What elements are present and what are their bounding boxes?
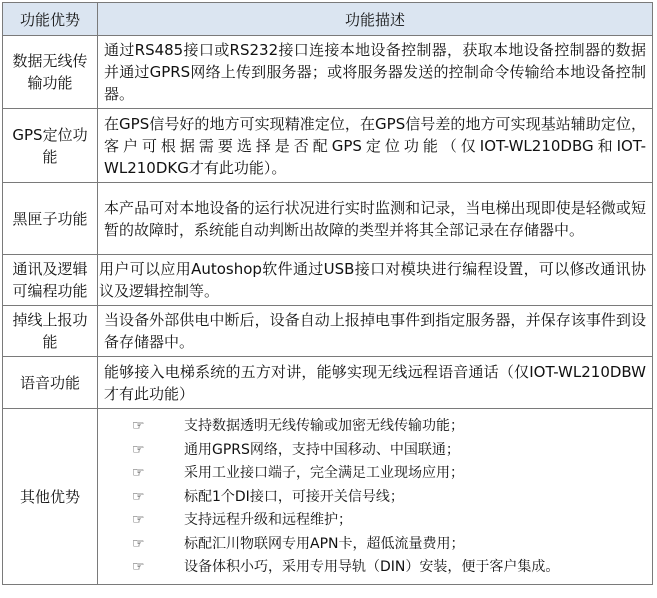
list-item-text: 支持远程升级和远程维护；: [184, 512, 352, 529]
pointing-hand-icon: ☞: [132, 559, 145, 576]
list-item-text: 采用工业接口端子，完全满足工业现场应用；: [184, 465, 464, 482]
table-row: [3, 409, 653, 585]
row-desc-other: [98, 409, 653, 585]
list-item-text: 支持数据透明无线传输或加密无线传输功能；: [184, 418, 464, 435]
table-row: [3, 109, 653, 183]
row-desc-power-loss: 当设备外部供电中断后，设备自动上报掉电事件到指定服务器，并保存该事件到设备存储器中。: [98, 306, 653, 357]
list-item: [132, 509, 652, 533]
table-row: [3, 183, 653, 255]
row-name-text: 通讯及逻辑可编程功能: [12, 260, 88, 300]
advantage-list: [98, 409, 652, 584]
table-row: [3, 255, 653, 306]
row-desc-voice: 能够接入电梯系统的五方对讲，能够实现无线远程语音通话（仅IOT-WL210DBW才有此功能）: [98, 357, 653, 409]
list-item: [132, 415, 652, 439]
table-header-row: [3, 3, 653, 36]
list-item-text: 设备体积小巧，采用专用导轨（DIN）安装，便于客户集成。: [184, 559, 560, 576]
list-item: [132, 439, 652, 463]
pointing-hand-icon: ☞: [132, 441, 145, 458]
feature-table: [2, 2, 653, 585]
row-name-gps: [3, 109, 98, 183]
row-name-text: 语音功能: [19, 373, 80, 392]
row-desc-data-transmission: 通过RS485接口或RS232接口连接本地设备控制器，获取本地设备控制器的数据并通过GPRS网络上传到服务器；或将服务器发送的控制命令传输给本地设备控制器。: [98, 36, 653, 109]
row-name-text: 黑匣子功能: [12, 209, 88, 228]
row-name-power-loss: [3, 306, 98, 357]
row-name-text: 数据无线传输功能: [12, 52, 88, 92]
row-name-text: GPS定位功能: [12, 125, 88, 166]
pointing-hand-icon: ☞: [132, 535, 145, 552]
pointing-hand-icon: ☞: [132, 418, 145, 435]
list-item-text: 通用GPRS网络，支持中国移动、中国联通；: [184, 441, 460, 458]
row-desc-gps: 在GPS信号好的地方可实现精准定位，在GPS信号差的地方可实现基站辅助定位，客户可根据需要选择是否配GPS定位功能（仅IOT-WL210DBG和IOT-WL210DKG才有此功能）。: [98, 109, 653, 183]
list-item-text: 标配汇川物联网专用APN卡，超低流量费用；: [184, 535, 465, 552]
list-item: [132, 556, 652, 580]
row-name-other: [3, 409, 98, 585]
row-name-data-transmission: [3, 36, 98, 109]
row-name-programmable: [3, 255, 98, 306]
table-row: [3, 357, 653, 409]
header-description: 功能描述: [98, 3, 653, 36]
list-item: [132, 462, 652, 486]
row-name-text: 其他优势: [19, 487, 80, 506]
row-name-voice: [3, 357, 98, 409]
pointing-hand-icon: ☞: [132, 512, 145, 529]
list-item: [132, 533, 652, 557]
pointing-hand-icon: ☞: [132, 488, 145, 505]
row-name-black-box: [3, 183, 98, 255]
pointing-hand-icon: ☞: [132, 465, 145, 482]
header-feature: 功能优势: [3, 3, 98, 36]
table-row: [3, 306, 653, 357]
table-row: [3, 36, 653, 109]
row-desc-black-box: 本产品可对本地设备的运行状况进行实时监测和记录，当电梯出现即使是轻微或短暂的故障时，系统能自动判断出故障的类型并将其全部记录在存储器中。: [98, 183, 653, 255]
row-desc-programmable: 用户可以应用Autoshop软件通过USB接口对模块进行编程设置，可以修改通讯协议及逻辑控制等。: [98, 255, 653, 306]
row-name-text: 掉线上报功能: [12, 311, 88, 351]
list-item-text: 标配1个DI接口，可接开关信号线；: [184, 488, 404, 505]
list-item: [132, 486, 652, 510]
